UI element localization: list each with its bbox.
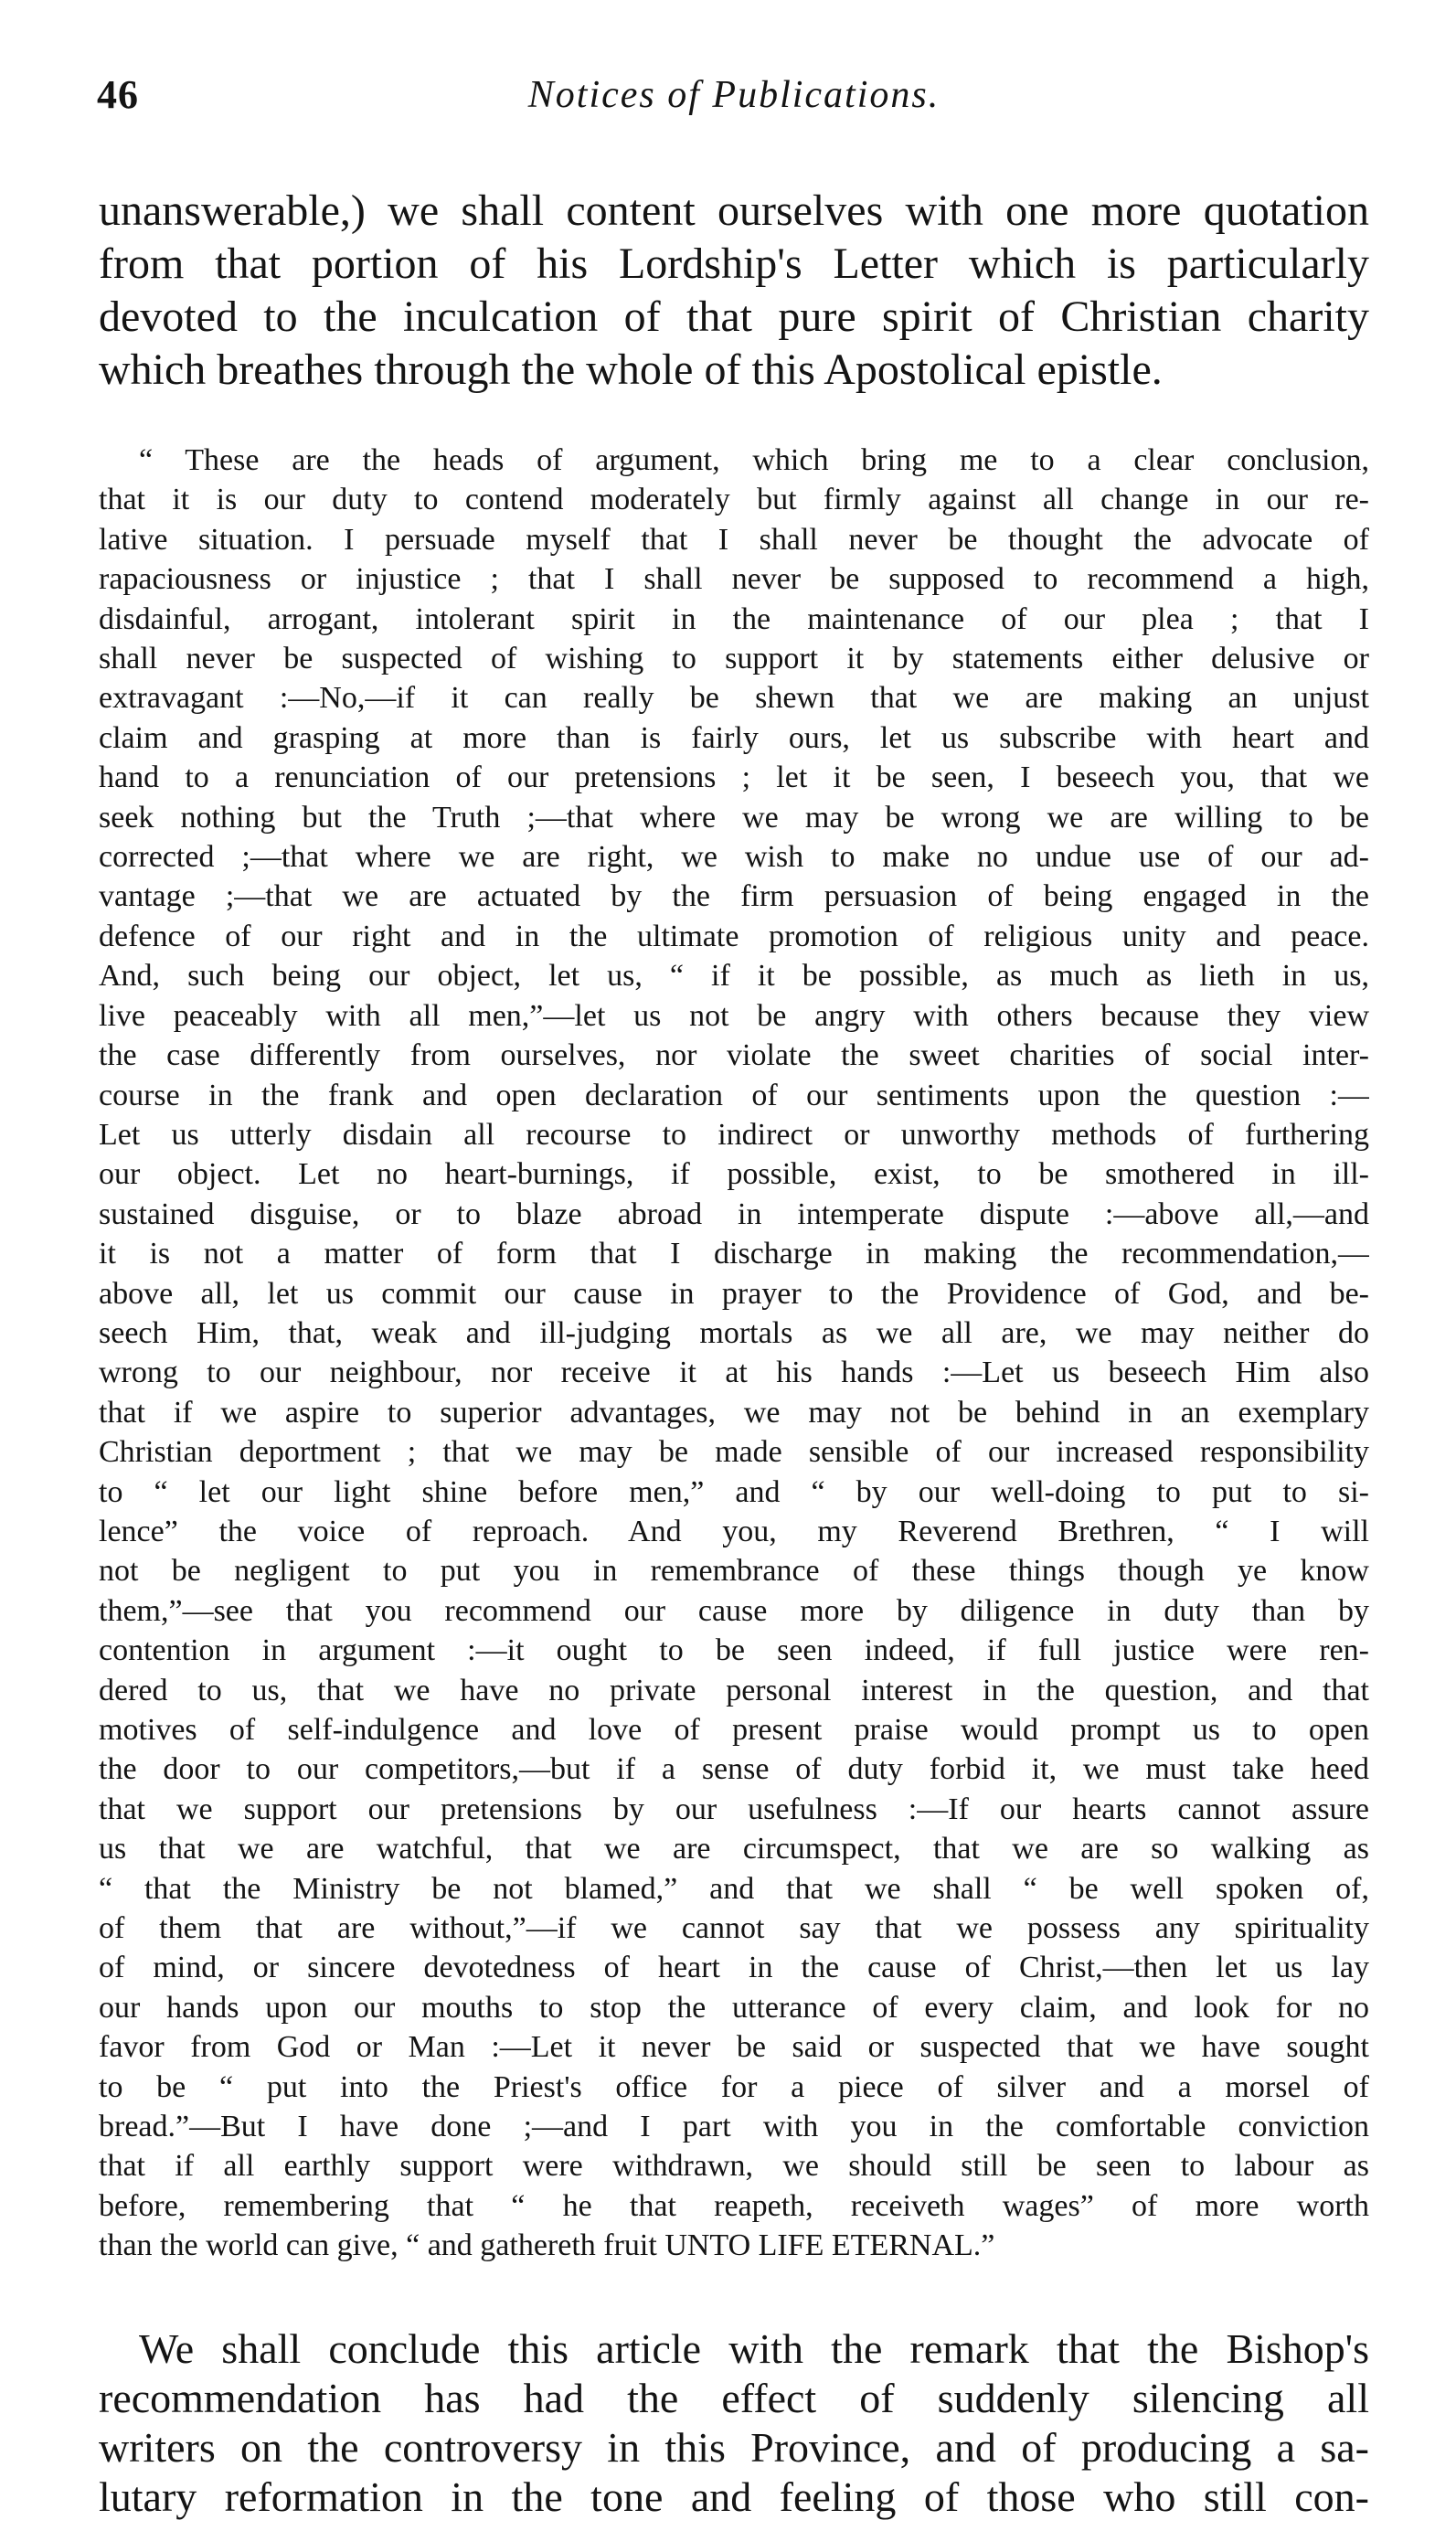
quote-line: that we support our pretensions by our usefulness :—If our hearts cannot assure: [99, 1792, 1369, 1826]
running-title: Notices of Publications.: [527, 74, 941, 116]
quote-line: them,”—see that you recommend our cause more by diligence in duty than by: [99, 1593, 1369, 1628]
quote-line: bread.”—But I have done ;—and I part with you in the comfortable conviction: [99, 2110, 1369, 2144]
closing-line: We shall conclude this article with the remark that the Bishop's: [139, 2324, 1369, 2372]
quote-line: than the world can give, “ and gathereth fruit UNTO LIFE ETERNAL.”: [99, 2228, 995, 2263]
quote-line: “ These are the heads of argument, which bring me to a clear conclusion,: [139, 443, 1369, 477]
quote-line: contention in argument :—it ought to be seen indeed, if full justice were ren-: [99, 1633, 1369, 1668]
quote-line: it is not a matter of form that I discharge in making the recommendation,—: [99, 1237, 1369, 1271]
quote-line: of mind, or sincere devotedness of heart in the cause of Christ,—then let us lay: [99, 1951, 1369, 1985]
quote-line: that if all earthly support were withdrawn, we should still be seen to labour as: [99, 2149, 1369, 2184]
running-head: [99, 71, 1369, 126]
intro-line: from that portion of his Lordship's Letter which is particularly: [99, 239, 1369, 288]
quote-line: “ that the Ministry be not blamed,” and that we shall “ be well spoken of,: [99, 1871, 1369, 1906]
intro-line: which breathes through the whole of this Apostolical epistle.: [99, 346, 1163, 394]
quote-line: lence” the voice of reproach. And you, my Reverend Brethren, “ I will: [99, 1514, 1369, 1548]
closing-paragraph: [99, 2324, 1369, 2522]
block-quotation: [99, 441, 1369, 2266]
page-number: 46: [97, 72, 139, 117]
quote-line: hand to a renunciation of our pretensions ; let it be seen, I beseech you, that we: [99, 760, 1369, 795]
quote-line: us that we are watchful, that we are circumspect, that we are so walking as: [99, 1832, 1369, 1866]
quote-line: our object. Let no heart-burnings, if possible, exist, to be smothered in ill-: [99, 1157, 1369, 1192]
quote-line: wrong to our neighbour, nor receive it at his hands :—Let us beseech Him also: [99, 1356, 1369, 1390]
quote-line: the door to our competitors,—but if a sense of duty forbid it, we must take heed: [99, 1752, 1369, 1787]
quote-line: not be negligent to put you in remembrance of these things though ye know: [99, 1554, 1369, 1589]
quote-line: claim and grasping at more than is fairly ours, let us subscribe with heart and: [99, 720, 1369, 755]
quote-line: dered to us, that we have no private personal interest in the question, and that: [99, 1673, 1369, 1707]
book-page: [99, 71, 1369, 2522]
quote-line: And, such being our object, let us, “ if it be possible, as much as lieth in us,: [99, 959, 1369, 994]
quote-line: seek nothing but the Truth ;—that where we may be wrong we are willing to be: [99, 800, 1369, 835]
quote-line: our hands upon our mouths to stop the utterance of every claim, and look for no: [99, 1990, 1369, 2025]
closing-line: writers on the controversy in this Province, and of producing a sa-: [99, 2423, 1369, 2471]
quote-line: sustained disguise, or to blaze abroad in intemperate dispute :—above all,—and: [99, 1196, 1369, 1231]
intro-line: devoted to the inculcation of that pure spirit of Christian charity: [99, 292, 1369, 341]
quote-line: defence of our right and in the ultimate promotion of religious unity and peace.: [99, 919, 1369, 953]
closing-line: lutary reformation in the tone and feeling of those who still con-: [99, 2473, 1369, 2520]
quote-line: rapaciousness or injustice ; that I shall never be supposed to recommend a high,: [99, 562, 1369, 597]
quote-line: before, remembering that “ he that reapeth, receiveth wages” of more worth: [99, 2188, 1369, 2223]
quote-line: disdainful, arrogant, intolerant spirit in the maintenance of our plea ; that I: [99, 601, 1369, 636]
quote-line: above all, let us commit our cause in prayer to the Providence of God, and be-: [99, 1276, 1369, 1311]
quote-line: live peaceably with all men,”—let us not be angry with others because they view: [99, 998, 1369, 1033]
quote-line: corrected ;—that where we are right, we wish to make no undue use of our ad-: [99, 840, 1369, 875]
quote-line: course in the frank and open declaration of our sentiments upon the question :—: [99, 1078, 1369, 1112]
quote-line: of them that are without,”—if we cannot say that we possess any spirituality: [99, 1911, 1369, 1946]
quote-line: to “ let our light shine before men,” and “ by our well-doing to put to si-: [99, 1474, 1369, 1509]
intro-line: unanswerable,) we shall content ourselves with one more quotation: [99, 186, 1369, 235]
quote-line: favor from God or Man :—Let it never be said or suspected that we have sought: [99, 2030, 1369, 2065]
closing-line: recommendation has had the effect of suddenly silencing all: [99, 2374, 1369, 2421]
quote-line: motives of self-indulgence and love of present praise would prompt us to open: [99, 1713, 1369, 1747]
quote-line: lative situation. I persuade myself that I shall never be thought the advocate of: [99, 522, 1369, 557]
quote-line: to be “ put into the Priest's office for a piece of silver and a morsel of: [99, 2069, 1369, 2104]
quote-line: Let us utterly disdain all recourse to indirect or unworthy methods of furthering: [99, 1117, 1369, 1152]
quote-line: seech Him, that, weak and ill-judging mortals as we all are, we may neither do: [99, 1315, 1369, 1350]
quote-line: extravagant :—No,—if it can really be shewn that we are making an unjust: [99, 681, 1369, 716]
quote-line: the case differently from ourselves, nor violate the sweet charities of social inter-: [99, 1038, 1369, 1073]
quote-line: vantage ;—that we are actuated by the firm persuasion of being engaged in the: [99, 879, 1369, 914]
quote-line: Christian deportment ; that we may be made sensible of our increased responsibility: [99, 1435, 1369, 1470]
quote-line: that it is our duty to contend moderately but firmly against all change in our re-: [99, 483, 1369, 517]
intro-paragraph: [99, 185, 1369, 397]
quote-line: that if we aspire to superior advantages, we may not be behind in an exemplary: [99, 1395, 1369, 1430]
quote-line: shall never be suspected of wishing to support it by statements either delusive or: [99, 642, 1369, 676]
